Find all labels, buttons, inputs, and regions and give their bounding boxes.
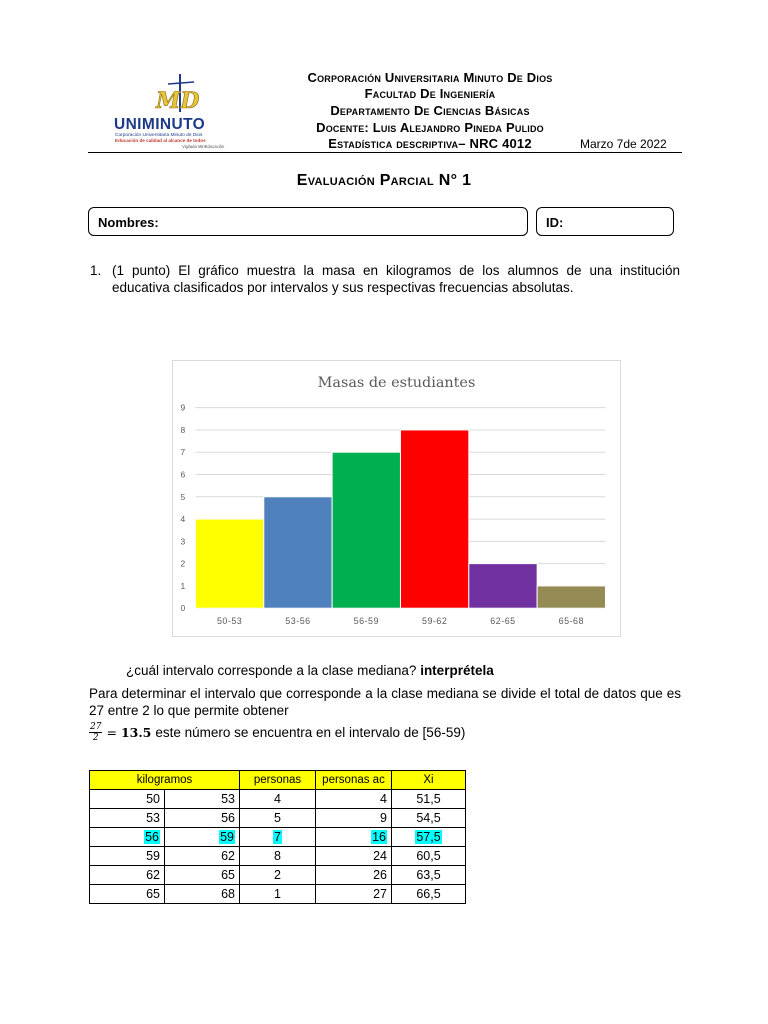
cell-kg-low-value: 50 xyxy=(146,792,160,806)
cell-kg-high-value: 62 xyxy=(221,849,235,863)
header-personas: personas xyxy=(240,771,316,790)
cell-kg-low xyxy=(90,885,165,904)
cell-kg-high-value: 68 xyxy=(221,887,235,901)
table-header-row xyxy=(90,771,466,790)
header-xi: Xi xyxy=(392,771,466,790)
id-label: ID: xyxy=(546,215,564,230)
cell-xi xyxy=(392,866,466,885)
page-title: Evaluación Parcial N° 1 xyxy=(296,172,472,189)
x-tick-label: 59-62 xyxy=(421,616,448,627)
cell-personas-ac xyxy=(316,828,392,847)
cell-personas-ac xyxy=(316,809,392,828)
cell-xi-value: 54,5 xyxy=(416,811,441,825)
cell-personas-ac-value: 16 xyxy=(372,830,386,844)
bar-65-68 xyxy=(537,586,605,608)
table-row xyxy=(90,866,466,885)
y-tick-label: 6 xyxy=(180,469,186,480)
cell-personas-ac xyxy=(316,866,392,885)
cell-personas xyxy=(240,885,316,904)
y-tick-label: 8 xyxy=(180,424,186,435)
cell-kg-high xyxy=(165,866,240,885)
header-divider xyxy=(88,152,682,153)
y-tick-label: 3 xyxy=(180,536,186,547)
cell-personas-value: 5 xyxy=(274,811,281,825)
calculation-result: 13.5 xyxy=(120,725,152,740)
y-tick-label: 4 xyxy=(180,514,186,525)
cell-kg-high-value: 59 xyxy=(220,830,234,844)
x-tick-label: 56-59 xyxy=(353,616,379,627)
cell-kg-low xyxy=(90,866,165,885)
cell-personas xyxy=(240,809,316,828)
question-1 xyxy=(90,262,680,296)
cell-xi xyxy=(392,828,466,847)
x-tick-label: 65-68 xyxy=(558,616,584,627)
exam-date: Marzo 7de 2022 xyxy=(580,137,667,151)
y-tick-label: 7 xyxy=(180,447,186,458)
cell-personas-ac-value: 4 xyxy=(380,792,387,806)
y-tick-label: 0 xyxy=(180,603,186,614)
cell-personas-ac-value: 24 xyxy=(373,849,387,863)
cell-kg-high xyxy=(165,790,240,809)
median-question-text: ¿cuál intervalo corresponde a la clase mediana? xyxy=(126,663,417,678)
header-kilogramos: kilogramos xyxy=(90,771,240,790)
teacher-name: Docente: Luis Alejandro Pineda Pulido xyxy=(316,120,544,135)
bar-56-59 xyxy=(332,452,400,608)
x-tick-label: 53-56 xyxy=(285,616,311,627)
header-personas-ac: personas ac xyxy=(316,771,392,790)
course-name: Estadística descriptiva– NRC 4012 xyxy=(328,136,532,151)
table-row xyxy=(90,885,466,904)
fraction xyxy=(89,722,102,743)
cell-personas xyxy=(240,790,316,809)
bar-59-62 xyxy=(400,430,468,608)
cell-kg-high xyxy=(165,828,240,847)
cell-xi-value: 60,5 xyxy=(416,849,441,863)
cell-personas-value: 4 xyxy=(274,792,281,806)
median-question xyxy=(126,663,494,678)
median-answer: Para determinar el intervalo que corresponde a la clase mediana se divide el total de datos que es 27 entre 2 lo que permite obtener xyxy=(89,686,681,718)
cell-personas-ac-value: 26 xyxy=(373,868,387,882)
institution-name: Corporación Universitaria Minuto De Dios xyxy=(307,70,553,85)
cell-kg-low-value: 65 xyxy=(146,887,160,901)
cell-personas xyxy=(240,828,316,847)
logo-initials: MD xyxy=(156,88,200,114)
cell-personas xyxy=(240,866,316,885)
cell-xi xyxy=(392,790,466,809)
faculty-name: Facultad De Ingeniería xyxy=(364,86,496,101)
cell-kg-high xyxy=(165,885,240,904)
table-row xyxy=(90,847,466,866)
fraction-denominator: 2 xyxy=(92,733,99,743)
logo-name: UNIMINUTO xyxy=(114,116,206,133)
cell-personas xyxy=(240,847,316,866)
cell-xi xyxy=(392,847,466,866)
cell-kg-high xyxy=(165,809,240,828)
cell-kg-low xyxy=(90,809,165,828)
department-name: Departamento De Ciencias Básicas xyxy=(330,103,530,118)
uniminuto-logo xyxy=(112,72,242,150)
logo-line2: Educación de calidad al alcance de todos xyxy=(115,138,206,143)
y-tick-label: 5 xyxy=(180,491,186,502)
cell-kg-high-value: 53 xyxy=(221,792,235,806)
table-row xyxy=(90,790,466,809)
bar-53-56 xyxy=(264,497,332,608)
frequency-table xyxy=(89,770,466,904)
nombres-field[interactable] xyxy=(88,207,528,236)
x-tick-label: 62-65 xyxy=(490,616,516,627)
cell-kg-low xyxy=(90,828,165,847)
cell-personas-value: 7 xyxy=(274,830,281,844)
equals-sign: = xyxy=(106,725,117,740)
median-question-bold: interprétela xyxy=(420,663,494,678)
y-tick-label: 2 xyxy=(180,558,186,569)
cell-personas-value: 8 xyxy=(274,849,281,863)
cell-kg-low xyxy=(90,790,165,809)
cell-personas-ac xyxy=(316,847,392,866)
bar-50-53 xyxy=(195,519,263,608)
id-field[interactable] xyxy=(536,207,674,236)
cell-kg-low-value: 56 xyxy=(145,830,159,844)
question-number: 1. xyxy=(90,263,102,278)
chart-title: Masas de estudiantes xyxy=(317,374,476,391)
y-tick-label: 1 xyxy=(180,580,186,591)
cell-xi xyxy=(392,809,466,828)
cell-xi-value: 57,5 xyxy=(416,830,441,844)
question-text: (1 punto) El gráfico muestra la masa en kilogramos de los alumnos de una institución educativa clasificados por intervalos y sus respectivas frecuencias absolutas. xyxy=(112,263,680,295)
fraction-numerator: 27 xyxy=(90,722,102,732)
cell-xi xyxy=(392,885,466,904)
cell-personas-value: 2 xyxy=(274,868,281,882)
logo-line3: Vigilada MinEducación xyxy=(182,144,225,149)
cell-kg-low-value: 53 xyxy=(146,811,160,825)
cell-kg-high-value: 65 xyxy=(221,868,235,882)
bar-62-65 xyxy=(469,564,537,609)
bar-chart xyxy=(172,360,621,637)
cell-xi-value: 51,5 xyxy=(416,792,441,806)
median-calculation xyxy=(89,722,465,743)
cell-xi-value: 63,5 xyxy=(416,868,441,882)
cell-personas-value: 1 xyxy=(274,887,281,901)
calculation-text: este número se encuentra en el intervalo de [56-59) xyxy=(155,725,466,740)
cell-personas-ac-value: 9 xyxy=(380,811,387,825)
x-tick-label: 50-53 xyxy=(216,616,243,627)
nombres-label: Nombres: xyxy=(98,215,159,230)
cell-kg-high xyxy=(165,847,240,866)
cell-xi-value: 66,5 xyxy=(416,887,441,901)
cell-kg-low xyxy=(90,847,165,866)
cell-personas-ac-value: 27 xyxy=(373,887,387,901)
cell-kg-low-value: 59 xyxy=(146,849,160,863)
cell-personas-ac xyxy=(316,790,392,809)
table-row xyxy=(90,809,466,828)
logo-line1: Corporación Universitaria Minuto de Dios xyxy=(115,133,203,138)
y-tick-label: 9 xyxy=(180,402,186,413)
cell-personas-ac xyxy=(316,885,392,904)
cell-kg-low-value: 62 xyxy=(146,868,160,882)
cell-kg-high-value: 56 xyxy=(221,811,235,825)
table-row xyxy=(90,828,466,847)
